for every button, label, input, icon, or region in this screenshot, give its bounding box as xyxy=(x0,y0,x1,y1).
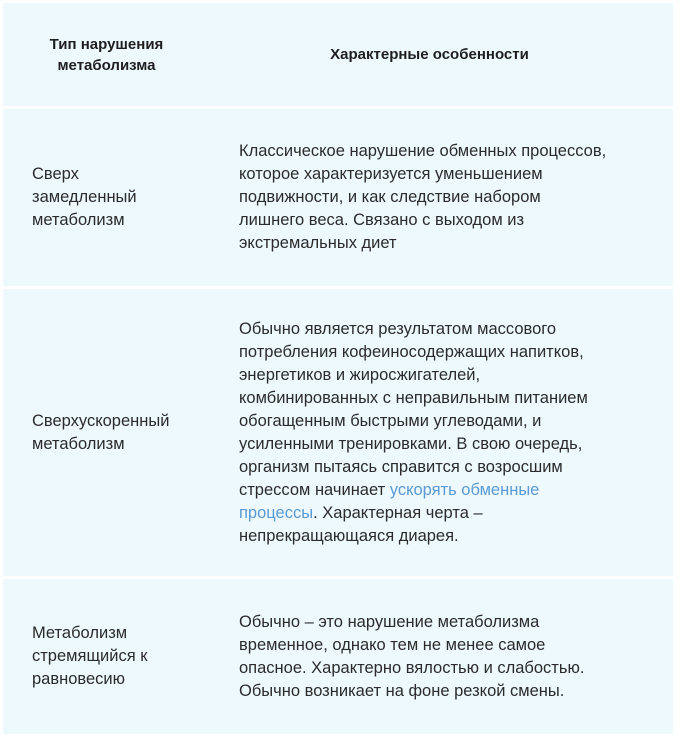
header-type-line-1: Тип нарушения xyxy=(49,35,164,53)
row-description-line: Обычно является результатом массового xyxy=(239,319,557,338)
row-description-line: усиленными тренировками. В свою очередь, xyxy=(239,434,583,453)
row-description-line: экстремальных диет xyxy=(239,234,397,252)
table-header-row xyxy=(3,3,673,109)
header-type-cell xyxy=(3,3,210,106)
row-type-line: замедленный xyxy=(32,188,137,206)
row-type-line: равновесию xyxy=(32,670,126,688)
row-description-cell xyxy=(210,289,673,576)
row-description xyxy=(239,140,606,255)
row-description-line: комбинированных с неправильным питанием xyxy=(239,388,588,407)
metabolism-acceleration-link[interactable]: ускорять обменные xyxy=(389,480,540,499)
row-description-line: подвижности, и как следствие набором xyxy=(239,188,541,206)
header-type-label xyxy=(50,34,164,76)
row-description-line: которое характеризуется уменьшением xyxy=(239,165,543,183)
table-row xyxy=(3,109,673,289)
row-type-label xyxy=(32,622,147,691)
header-type-line-2: метаболизма xyxy=(57,56,156,74)
table-row xyxy=(3,579,673,734)
header-features-cell xyxy=(210,3,673,106)
row-description-line: опасное. Характерно вялостью и слабостью. xyxy=(239,658,585,677)
row-description-line: непрекращающаяся диарея. xyxy=(239,526,459,545)
row-description-line: временное, однако тем не менее самое xyxy=(239,635,546,654)
row-description-line: энергетиков и жиросжигателей, xyxy=(239,365,481,384)
row-description-line xyxy=(239,479,588,502)
row-type-line: стремящийся к xyxy=(32,647,148,665)
row-type-line: Сверх xyxy=(32,165,79,183)
row-description-line: Обычно возникает на фоне резкой смены. xyxy=(239,681,565,700)
row-type-line: метаболизм xyxy=(32,434,125,453)
row-description xyxy=(239,611,584,703)
metabolism-table xyxy=(3,3,673,734)
row-description-line: Классическое нарушение обменных процессов, xyxy=(239,142,607,160)
header-features-label: Характерные особенности xyxy=(330,46,529,63)
row-description-text: стрессом начинает xyxy=(239,480,390,499)
row-description-cell xyxy=(210,579,673,734)
row-description-line: Обычно – это нарушение метаболизма xyxy=(239,612,540,631)
row-type-cell xyxy=(3,109,210,286)
row-description-line: потребления кофеиносодержащих напитков, xyxy=(239,342,584,361)
row-type-cell xyxy=(3,289,210,576)
row-description-text: . Характерная черта – xyxy=(313,503,483,522)
table-row xyxy=(3,289,673,579)
row-type-label xyxy=(32,163,137,232)
row-description-cell xyxy=(210,109,673,286)
row-type-line: Метаболизм xyxy=(32,624,128,642)
row-type-cell xyxy=(3,579,210,734)
row-description-line: лишнего веса. Связано с выходом из xyxy=(239,211,525,229)
row-description-line xyxy=(239,502,588,525)
row-type-line: метаболизм xyxy=(32,211,125,229)
row-type-line: Сверхускоренный xyxy=(32,411,170,430)
row-description-line: обогащенным быстрыми углеводами, и xyxy=(239,411,542,430)
row-description xyxy=(239,318,588,548)
row-description-line: организм пытаясь справится с возросшим xyxy=(239,457,563,476)
metabolism-acceleration-link[interactable]: процессы xyxy=(239,503,314,522)
row-type-label xyxy=(32,410,169,456)
